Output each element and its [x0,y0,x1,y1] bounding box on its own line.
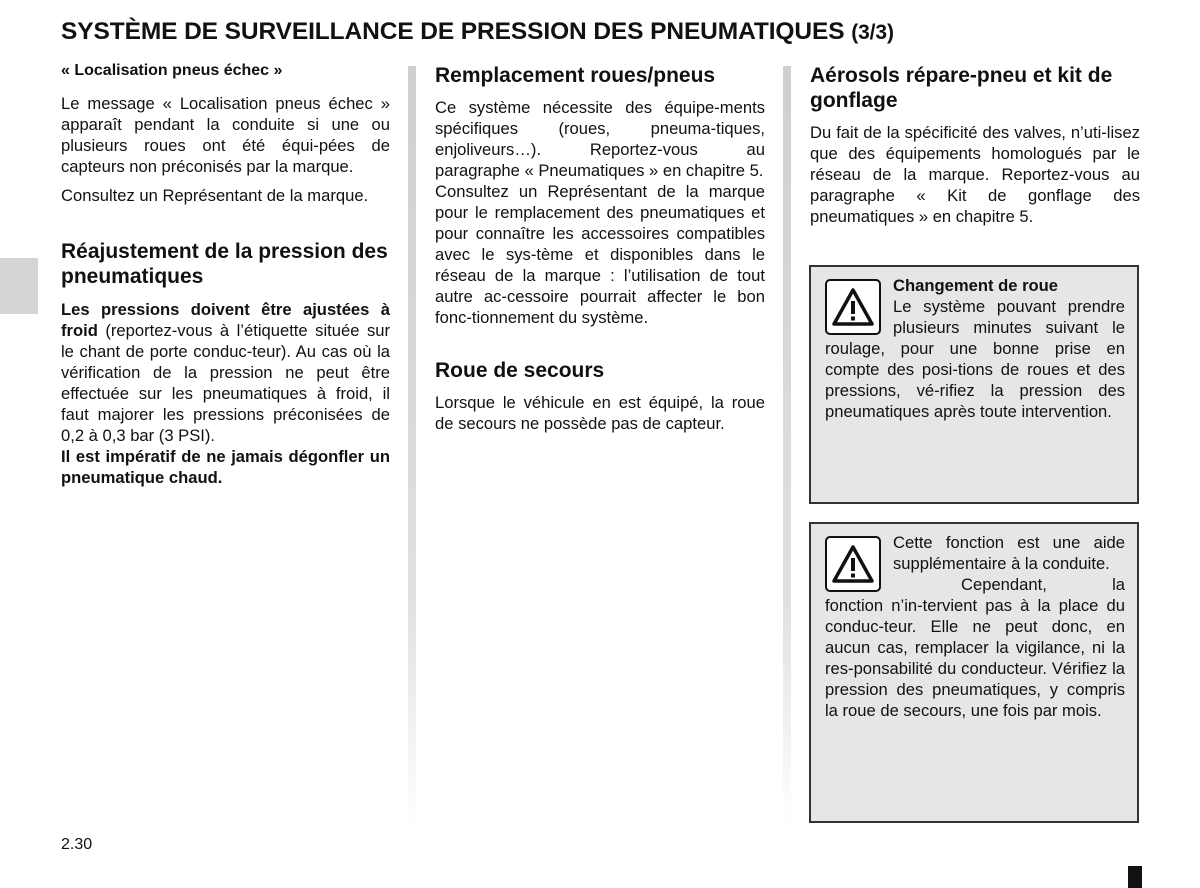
page-title-text: SYSTÈME DE SURVEILLANCE DE PRESSION DES PNEUMATIQUES [61,18,845,45]
warning-text-driver-aid: Cette fonction est une aide supplémentaire à la conduite. [893,533,1125,573]
warning-title-wheel-change: Changement de roue [893,276,1059,295]
paragraph-replacement-advice: Consultez un Représentant de la marque pour le remplacement des pneumatiques et pour connaître les accessoires compatibles avec le sys-tème et disponibles dans le réseau de la marque : l’utilisation de tout autre ac-cessoire pourrait affecter le bon fonc-tionnement du système. [435,182,765,327]
page-number: 2.30 [61,836,93,853]
chapter-tab [0,258,38,314]
warning-triangle-icon [825,279,881,335]
section-title-reajustement: Réajustement de la pression des pneumatiques [61,240,388,288]
paragraph-pressure-adjust [61,299,390,446]
column-divider-right [783,66,791,826]
page-edge-mark [1128,866,1142,888]
section-title-aerosols: Aérosols répare-pneu et kit de gonflage [810,64,1113,112]
section-title-remplacement: Remplacement roues/pneus [435,64,716,87]
pressure-adjust-emphasis: Les pressions doivent être ajustées à froid [61,300,390,340]
middle-column [435,60,765,434]
warning-triangle-icon [825,536,881,592]
warning-text-driver-responsibility: Cependant, la fonction n’in-tervient pas à la place du conduc-teur. Elle ne peut donc, en aucun cas, remplacer la vigilance, ni la res-ponsabilité du conducteur. Vérifiez la pression des pneumatiques, y compris la roue de secours, une fois par mois. [825,575,1125,720]
column-divider-left [408,66,416,826]
page-index: (3/3) [851,21,894,44]
paragraph-specific-equipment: Ce système nécessite des équipe-ments spécifiques (roues, pneuma-tiques, enjoliveurs…). Reportez-vous au paragraphe « Pneumatiques » en chapitre 5. [435,98,765,180]
warning-text-wheel-change: Le système pouvant prendre plusieurs minutes suivant le roulage, pour une bonne prise en compte des posi-tions de roues et des pressions, vé-rifiez la pression des pneumatiques après toute intervention. [825,297,1125,421]
left-column [61,60,390,488]
page-title [61,18,1161,46]
warning-box-driver-aid [809,522,1139,823]
paragraph-consult-representative: Consultez un Représentant de la marque. [61,186,369,205]
right-column [810,60,1140,227]
paragraph-spare-wheel: Lorsque le véhicule en est équipé, la roue de secours ne possède pas de capteur. [435,393,765,433]
pressure-adjust-text: (reportez-vous à l’étiquette située sur le chant de porte conduc-teur). Au cas où la vérification de la pression ne peut être effectuée sur les pneumatiques à froid, il faut majorer les pressions préconisées de 0,2 à 0,3 bar (3 PSI). [61,321,390,445]
paragraph-localisation-message: Le message « Localisation pneus échec » apparaît pendant la conduite si une ou plusieurs roues ont été équi-pées de capteurs non préconisés par la marque. [61,94,390,176]
subhead-localisation: « Localisation pneus échec » [61,62,283,79]
warning-box-wheel-change [809,265,1139,504]
paragraph-aerosols: Du fait de la spécificité des valves, n’uti-lisez que des équipements homologués par le réseau de la marque. Reportez-vous au paragraphe « Kit de gonflage des pneumatiques » en chapitre 5. [810,123,1140,226]
paragraph-never-deflate: Il est impératif de ne jamais dégonfler un pneumatique chaud. [61,447,390,487]
section-title-roue-de-secours: Roue de secours [435,359,605,382]
